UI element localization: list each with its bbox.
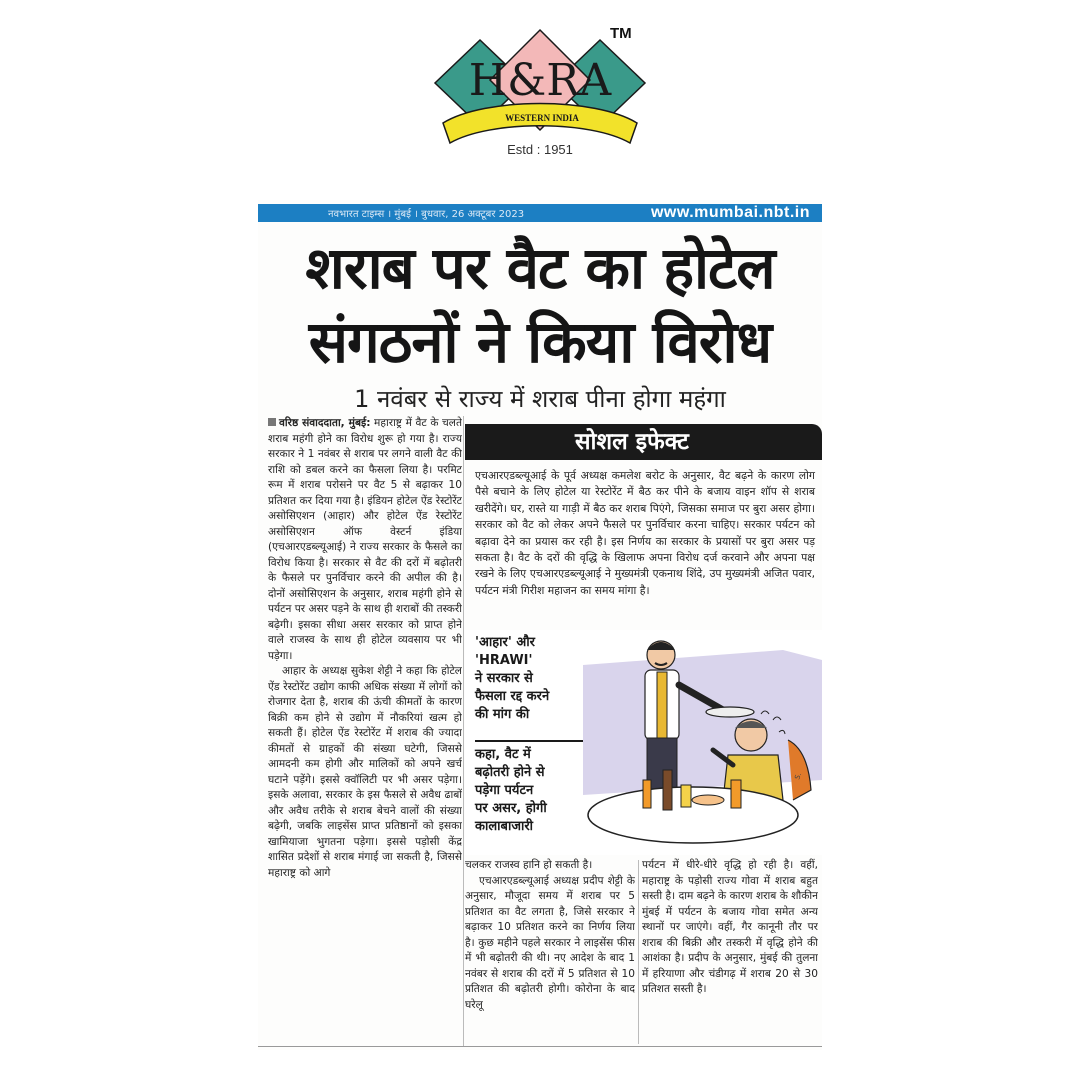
newspaper-clipping — [258, 200, 822, 1050]
article-paragraph: चलकर राजस्व हानि हो सकती है। — [465, 859, 593, 871]
callout-impact — [475, 740, 583, 836]
callout-line: फैसला रद्द करने — [475, 689, 550, 704]
social-effect-title: सोशल इफेक्ट — [575, 429, 689, 455]
established-label: Estd : 1951 — [507, 142, 573, 157]
bottom-divider — [258, 1046, 822, 1047]
article-paragraph: आहार के अध्यक्ष सुकेश शेट्टी ने कहा कि होटेल ऐंड रेस्टोरेंट उद्योग काफी अधिक संख्या में लोगों को रोजगार देता है, शराब की ऊंची कीमतों के कारण बिक्री कम होने से उद्योग में नौकरियां खत्म हो सकती हैं। होटेल ऐंड रेस्टोरेंट में शराब की ज्यादा कीमतों से ग्राहकों की संख्या घटेगी, जिससे आमदनी कम होगी और मालिकों को अपने खर्च घटाने पड़ेंगे। इससे क्वॉलिटी पर भी असर पड़ेगा। इसके अलावा, सरकार के इस फैसले से अवैध ढाबों और अवैध तरीके से शराब बेचने वालों की संख्या बढ़ेगी, जबकि लाइसेंस प्राप्त प्रतिष्ठानों को इसका खामियाजा भुगतना पड़ेगा। इससे पड़ोसी केंद्र शासित प्रदेशों से शराब मंगाई जा सकती है, जिससे महाराष्ट्र को आगे — [268, 665, 462, 879]
masthead-bar — [258, 204, 822, 222]
logo-brand-text: H&RA — [468, 55, 612, 106]
paragraph-text: महाराष्ट्र में वैट के चलते शराब महंगी होने का विरोध शुरू हो गया है। राज्य सरकार ने 1 नवंबर से शराब पर लगने वाली वैट की राशि को डबल करने का फैसला लिया है। परमिट रूम में शराब परोसने पर वैट 5 से बढ़ाकर 10 प्रतिशत कर दिया गया है। इंडियन होटेल ऐंड रेस्टोरेंट असोसिएशन (आहार) और होटेल ऐंड रेस्टोरेंट असोसिएशन ऑफ वेस्टर्न इंडिया (एचआरएडब्ल्यूआई) ने राज्य सरकार के फैसले का विरोध किया है। सरकार से वैट की दरों में बढ़ोतरी के फैसले पर पुनर्विचार करने की अपील की है। दोनों असोसिएशन के अनुसार, शराब महंगी होने से पर्यटन पर असर पड़ने के साथ ही शराबों की तस्करी बढ़ेगी। इसका सीधा असर सरकार को प्राप्त होने वाले राजस्व के साथ ही होटेल व्यवसाय पर भी पड़ेगा। — [268, 417, 462, 662]
callout-line: कालाबाजारी — [475, 819, 534, 834]
masthead-url: www.mumbai.nbt.in — [650, 204, 810, 221]
column-divider — [463, 416, 464, 1046]
callout-line: ने सरकार से — [475, 671, 533, 686]
callout-line: पर असर, होगी — [475, 801, 547, 816]
article-paragraph: पर्यटन में धीरे-धीरे वृद्धि हो रही है। वहीं, महाराष्ट्र के पड़ोसी राज्य गोवा में शराब बहुत सस्ती है। दाम बढ़ने के कारण शराब के शौकीन मुंबई में पर्यटन के बजाय गोवा समेत अन्य स्थानों पर जाएंगे। वहीं, गैर कानूनी तौर पर शराब की बिक्री और तस्करी में वृद्धि होने की आशंका है। प्रदीप के अनुसार, मुंबई की तुलना में हरियाणा और चंडीगढ़ में शराब 20 से 30 प्रतिशत सस्ती है। — [642, 859, 818, 995]
cartoon-background — [583, 650, 822, 795]
column-divider — [638, 860, 639, 1044]
callout-line: 'HRAWI' — [475, 653, 533, 668]
subheadline: 1 नवंबर से राज्य में शराब पीना होगा महंगा — [354, 385, 726, 413]
logo-ribbon-text: WESTERN INDIA — [505, 113, 579, 123]
headline-line-2: संगठनों ने किया विरोध — [308, 308, 772, 376]
bullet-square-icon — [268, 418, 276, 426]
hra-logo — [425, 25, 655, 165]
byline: वरिष्ठ संवाददाता, मुंबई: — [279, 417, 371, 429]
article-column-left — [268, 416, 462, 1044]
masthead-date: नवभारत टाइम्स । मुंबई । बुधवार, 26 अक्टूबर 2023 — [328, 209, 525, 220]
article-column-right — [642, 858, 818, 1044]
cartoon-panel — [465, 630, 822, 855]
callout-line: की मांग की — [475, 707, 530, 722]
social-effect-text: एचआरएडब्ल्यूआई के पूर्व अध्यक्ष कमलेश बरोट के अनुसार, वैट बढ़ने के कारण लोग पैसे बचाने के लिए होटेल या रेस्टोरेंट में बैठ कर पीने के बजाय वाइन शॉप से शराब खरीदेंगे। घर, रास्ते या गाड़ी में बैठ कर शराब पिएंगे, जिसका समाज पर बुरा असर होगा। सरकार को वैट को लेकर अपने फैसले पर पुनर्विचार करना चाहिए। सरकार पर्यटन को बढ़ावा देने का प्रयास कर रही है। इस निर्णय का सरकार के प्रयासों पर बुरा असर पड़ सकता है। वैट के दरों की वृद्धि के खिलाफ अपना विरोध दर्ज करवाने और अपना पक्ष रखने के लिए एचआरएडब्ल्यूआई ने मुख्यमंत्री एकनाथ शिंदे, उप मुख्यमंत्री अजित पवार, पर्यटन मंत्री गिरीश महाजन का समय मांगा है। — [475, 469, 815, 597]
headline-line-1: शराब पर वैट का होटेल — [305, 234, 775, 302]
callout-line: बढ़ोतरी होने से — [475, 765, 545, 780]
article-paragraph: एचआरएडब्ल्यूआई अध्यक्ष प्रदीप शेट्टी के अनुसार, मौजूदा समय में शराब पर 5 प्रतिशत का वैट लगता है, जिसे सरकार ने बढ़ाकर 10 प्रतिशत करने का निर्णय लिया है। कुछ महीने पहले सरकार ने लाइसेंस फीस में भी बढ़ोतरी की थी। नए आदेश के बाद 1 नवंबर से शराब की दरों में 5 प्रतिशत से 10 प्रतिशत की बढ़ोतरी होगी। कोरोना के बाद घरेलू — [465, 874, 635, 1011]
callout-demand — [475, 634, 583, 724]
hra-logo-mark — [425, 25, 655, 145]
article-paragraph — [268, 416, 462, 664]
callout-line: कहा, वैट में — [475, 747, 531, 762]
artist-signature: S. — [793, 771, 804, 781]
callout-line: पड़ेगा पर्यटन — [475, 783, 534, 798]
callout-line: 'आहार' और — [475, 635, 535, 650]
trademark-mark: TM — [610, 25, 632, 42]
article-column-middle — [465, 858, 635, 1044]
cartoon-illustration — [583, 630, 822, 855]
